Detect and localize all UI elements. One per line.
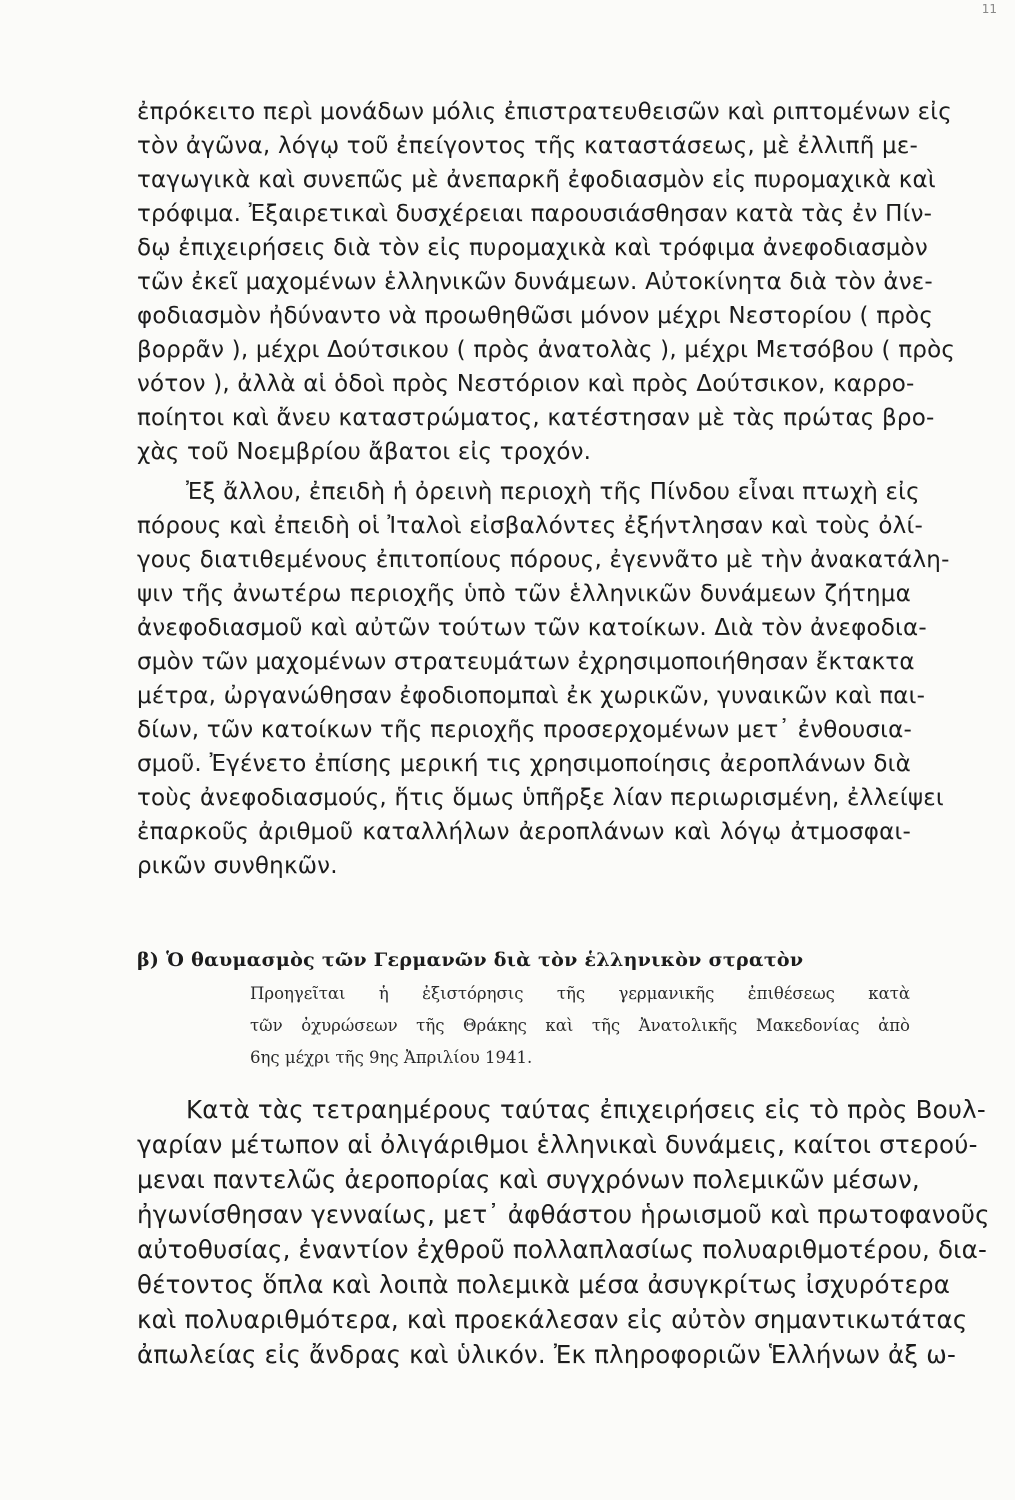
- text-line: ἀπωλείας εἰς ἄνδρας καὶ ὑλικόν. Ἐκ πληροφοριῶν Ἑλλήνων ἀξ ω-: [137, 1340, 957, 1369]
- summary-line: Προηγεῖται ἡ ἐξιστόρησις τῆς γερμανικῆς ἐπιθέσεως κατὰ: [250, 984, 910, 1003]
- summary-line: τῶν ὀχυρώσεων τῆς Θράκης καὶ τῆς Ἀνατολικῆς Μακεδονίας ἀπὸ: [250, 1016, 910, 1035]
- text-line: τῶν ἐκεῖ μαχομένων ἑλληνικῶν δυνάμεων. Αὐτοκίνητα διὰ τὸν ἀνε-: [137, 269, 933, 295]
- text-line: Κατὰ τὰς τετραημέρους ταύτας ἐπιχειρήσεις εἰς τὸ πρὸς Βουλ-: [186, 1095, 986, 1124]
- text-line: ἠγωνίσθησαν γενναίως, μετ᾽ ἀφθάστου ἡρωισμοῦ καὶ πρωτοφανοῦς: [137, 1200, 990, 1229]
- text-line: ρικῶν συνθηκῶν.: [137, 853, 338, 879]
- text-line: ποίητοι καὶ ἄνευ καταστρώματος, κατέστησαν μὲ τὰς πρώτας βρο-: [137, 405, 935, 431]
- text-line: γαρίαν μέτωπον αἱ ὀλιγάριθμοι ἑλληνικαὶ δυνάμεις, καίτοι στερού-: [137, 1130, 978, 1159]
- text-line: δίων, τῶν κατοίκων τῆς περιοχῆς προσερχομένων μετ᾽ ἐνθουσια-: [137, 717, 912, 743]
- text-line: δῳ ἐπιχειρήσεις διὰ τὸν εἰς πυρομαχικὰ καὶ τρόφιμα ἀνεφοδιασμὸν: [137, 235, 928, 261]
- section-heading: β) Ὁ θαυμασμὸς τῶν Γερμανῶν διὰ τὸν ἑλληνικὸν στρατὸν: [137, 949, 804, 971]
- text-line: ἐπαρκοῦς ἀριθμοῦ καταλλήλων ἀεροπλάνων καὶ λόγῳ ἀτμοσφαι-: [137, 819, 911, 845]
- text-line: ψιν τῆς ἀνωτέρω περιοχῆς ὑπὸ τῶν ἑλληνικῶν δυνάμεων ζήτημα: [137, 581, 911, 607]
- text-line: ἐπρόκειτο περὶ μονάδων μόλις ἐπιστρατευθεισῶν καὶ ριπτομένων εἰς: [137, 99, 952, 125]
- text-line: σμὸν τῶν μαχομένων στρατευμάτων ἐχρησιμοποιήθησαν ἔκτακτα: [137, 649, 915, 675]
- text-line: θέτοντος ὅπλα καὶ λοιπὰ πολεμικὰ μέσα ἀσυγκρίτως ἰσχυρότερα: [137, 1270, 951, 1299]
- page-corner-mark: 11: [981, 2, 997, 16]
- text-line: τὸν ἀγῶνα, λόγῳ τοῦ ἐπείγοντος τῆς καταστάσεως, μὲ ἐλλιπῆ με-: [137, 133, 918, 159]
- text-line: αὐτοθυσίας, ἐναντίον ἐχθροῦ πολλαπλασίως πολυαριθμοτέρου, δια-: [137, 1235, 988, 1264]
- summary-line: 6ης μέχρι τῆς 9ης Ἀπριλίου 1941.: [250, 1048, 533, 1067]
- text-line: νότον ), ἀλλὰ αἱ ὁδοὶ πρὸς Νεστόριον καὶ πρὸς Δούτσικον, καρρο-: [137, 371, 915, 397]
- text-line: τρόφιμα. Ἐξαιρετικαὶ δυσχέρειαι παρουσιάσθησαν κατὰ τὰς ἐν Πίν-: [137, 201, 933, 227]
- text-line: ταγωγικὰ καὶ συνεπῶς μὲ ἀνεπαρκῆ ἐφοδιασμὸν εἰς πυρομαχικὰ καὶ: [137, 167, 936, 193]
- text-line: βορρᾶν ), μέχρι Δούτσικου ( πρὸς ἀνατολὰς ), μέχρι Μετσόβου ( πρὸς: [137, 337, 956, 363]
- text-line: σμοῦ. Ἐγένετο ἐπίσης μερική τις χρησιμοποίησις ἀεροπλάνων διὰ: [137, 751, 911, 777]
- text-line: Ἐξ ἄλλου, ἐπειδὴ ἡ ὀρεινὴ περιοχὴ τῆς Πίνδου εἶναι πτωχὴ εἰς: [186, 479, 920, 505]
- text-line: καὶ πολυαριθμότερα, καὶ προεκάλεσαν εἰς αὐτὸν σημαντικωτάτας: [137, 1305, 968, 1334]
- text-line: φοδιασμὸν ἠδύναντο νὰ προωθηθῶσι μόνον μέχρι Νεστορίου ( πρὸς: [137, 303, 934, 329]
- text-line: χὰς τοῦ Νοεμβρίου ἄβατοι εἰς τροχόν.: [137, 439, 592, 465]
- text-line: μέτρα, ὠργανώθησαν ἐφοδιοπομπαὶ ἐκ χωρικῶν, γυναικῶν καὶ παι-: [137, 683, 926, 709]
- text-line: ἀνεφοδιασμοῦ καὶ αὐτῶν τούτων τῶν κατοίκων. Διὰ τὸν ἀνεφοδια-: [137, 615, 927, 641]
- text-line: μεναι παντελῶς ἀεροπορίας καὶ συγχρόνων πολεμικῶν μέσων,: [137, 1165, 920, 1194]
- text-line: γους διατιθεμένους ἐπιτοπίους πόρους, ἐγεννᾶτο μὲ τὴν ἀνακατάλη-: [137, 547, 950, 573]
- text-line: τοὺς ἀνεφοδιασμούς, ἥτις ὅμως ὑπῆρξε λίαν περιωρισμένη, ἐλλείψει: [137, 785, 944, 811]
- text-line: πόρους καὶ ἐπειδὴ οἱ Ἰταλοὶ εἰσβαλόντες ἐξήντλησαν καὶ τοὺς ὀλί-: [137, 513, 923, 539]
